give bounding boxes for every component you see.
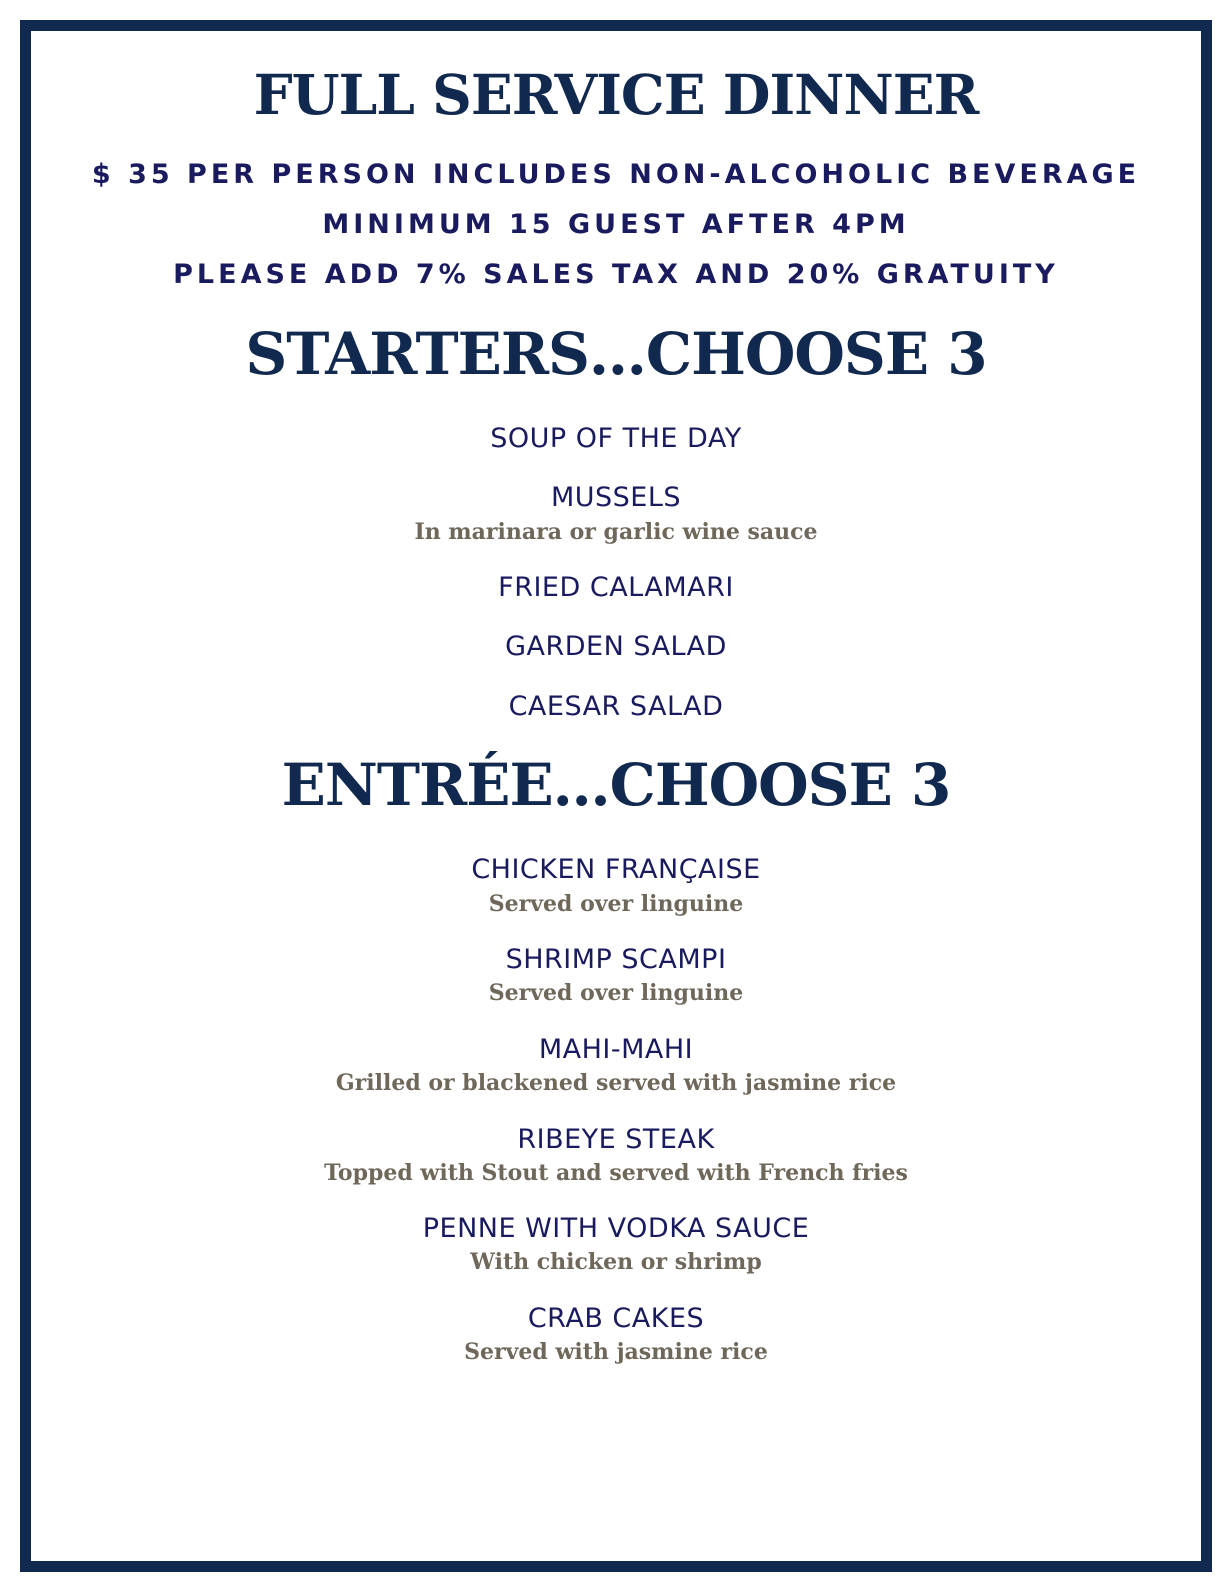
- entree-item-name: CRAB CAKES: [527, 1303, 705, 1334]
- tax-gratuity-line: PLEASE ADD 7% SALES TAX AND 20% GRATUITY: [173, 259, 1059, 290]
- entree-item-name: MAHI-MAHI: [538, 1034, 694, 1065]
- entree-item-description: Grilled or blackened served with jasmine rice: [335, 1070, 897, 1096]
- entree-item-name: CHICKEN FRANÇAISE: [471, 854, 761, 885]
- minimum-guests-line: MINIMUM 15 GUEST AFTER 4PM: [322, 209, 910, 240]
- entree-item-name: RIBEYE STEAK: [517, 1124, 715, 1155]
- entree-item-description: Served with jasmine rice: [464, 1339, 768, 1365]
- menu-border-frame: [20, 20, 1212, 1572]
- menu-title: FULL SERVICE DINNER: [253, 62, 979, 127]
- starter-item-description: In marinara or garlic wine sauce: [414, 519, 818, 545]
- starter-item-name: FRIED CALAMARI: [498, 572, 734, 603]
- starter-item-name: CAESAR SALAD: [508, 691, 724, 722]
- entree-heading: ENTRÉE…CHOOSE 3: [281, 751, 951, 819]
- starter-item-name: GARDEN SALAD: [505, 631, 727, 662]
- entree-item-description: With chicken or shrimp: [470, 1249, 762, 1275]
- entree-item-description: Topped with Stout and served with French fries: [324, 1160, 908, 1186]
- starter-item-name: MUSSELS: [550, 482, 682, 513]
- entree-item-description: Served over linguine: [488, 891, 744, 917]
- entree-item-description: Served over linguine: [488, 980, 744, 1006]
- entree-item-name: PENNE WITH VODKA SAUCE: [422, 1213, 810, 1244]
- price-line: $ 35 PER PERSON INCLUDES NON-ALCOHOLIC BEVERAGE: [91, 159, 1141, 190]
- entree-item-name: SHRIMP SCAMPI: [505, 944, 727, 975]
- starters-heading: STARTERS…CHOOSE 3: [245, 320, 987, 388]
- starter-item-name: SOUP OF THE DAY: [490, 423, 742, 454]
